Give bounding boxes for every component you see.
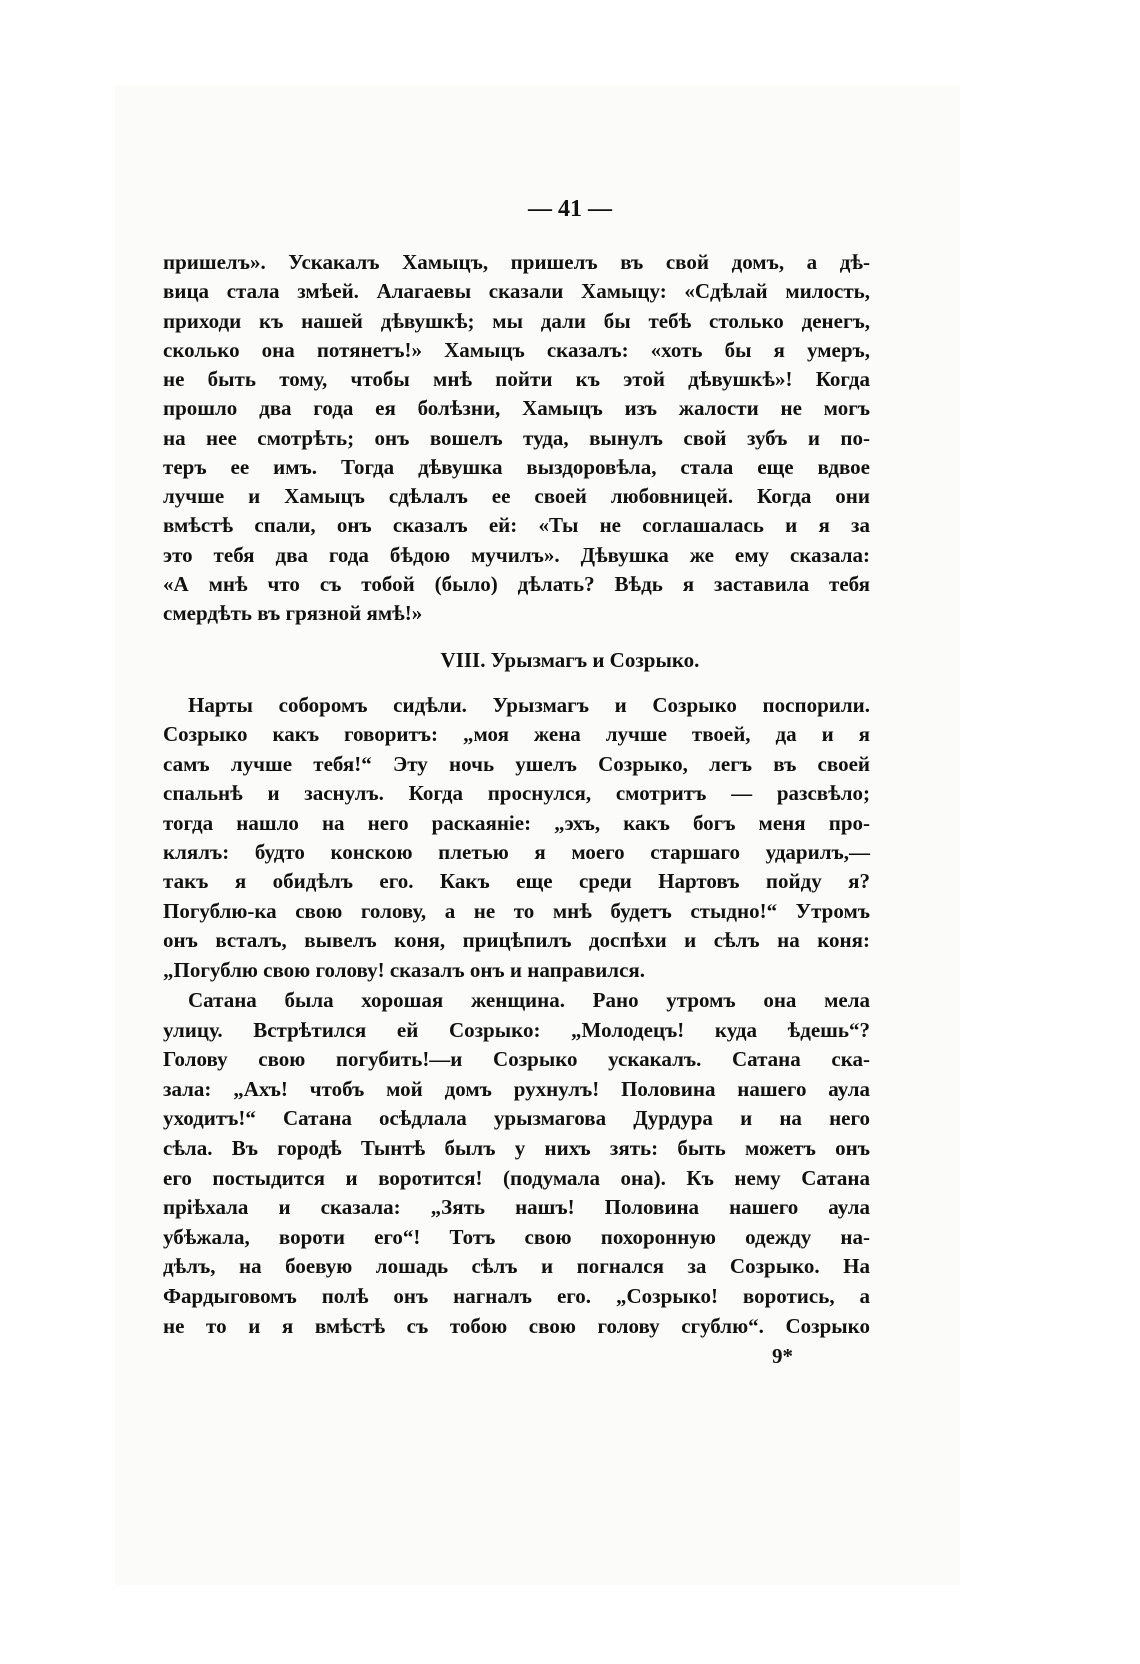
text-line: на нее смотрѣть; онъ вошелъ туда, вынулъ свой зубъ и по- [163, 425, 870, 450]
text-line: прошло два года ея болѣзни, Хамыцъ изъ жалости не могъ [163, 396, 870, 421]
signature-mark: 9* [772, 1344, 793, 1368]
text-line: самъ лучше тебя!“ Эту ночь ушелъ Созрыко, легъ въ своей [163, 751, 870, 776]
text-line: „Погублю свою голову! сказалъ онъ и направился. [163, 957, 646, 982]
text-line: зала: „Ахъ! чтобъ мой домъ рухнулъ! Половина нашего аула [163, 1076, 870, 1101]
section-heading: VIII. Урызмагъ и Созрыко. [440, 648, 700, 672]
text-line: такъ я обидѣлъ его. Какъ еще среди Нартовъ пойду я? [163, 869, 870, 894]
text-line: Погублю-ка свою голову, а не то мнѣ будетъ стыдно!“ Утромъ [163, 898, 870, 923]
text-line: Сатана была хорошая женщина. Рано утромъ она мела [188, 988, 870, 1012]
text-line: тогда нашло на него раскаяніе: „эхъ, какъ богъ меня про- [163, 810, 870, 835]
text-line: теръ ее имъ. Тогда дѣвушка выздоровѣла, стала еще вдвое [163, 454, 870, 479]
text-line: пришелъ». Ускакалъ Хамыцъ, пришелъ въ свой домъ, а дѣ- [163, 250, 870, 274]
text-line: убѣжала, вороти его“! Тотъ свою похоронную одежду на- [163, 1224, 870, 1249]
text-line: не быть тому, чтобы мнѣ пойти къ этой дѣвушкѣ»! Когда [163, 367, 870, 391]
text-line: Созрыко какъ говоритъ: „моя жена лучше твоей, да и я [163, 722, 870, 747]
text-line: смердѣть въ грязной ямѣ!» [163, 601, 423, 625]
text-line: сѣла. Въ городѣ Тынтѣ былъ у нихъ зять: быть можетъ онъ [163, 1136, 870, 1160]
text-line: не то и я вмѣстѣ съ тобою свою голову сгублю“. Созрыко [163, 1313, 870, 1338]
text-line: Фардыговомъ полѣ онъ нагналъ его. „Созрыко! воротись, а [163, 1284, 870, 1308]
text-line: онъ всталъ, вывелъ коня, прицѣпилъ доспѣхи и сѣлъ на коня: [163, 928, 870, 953]
text-line: это тебя два года бѣдою мучилъ». Дѣвушка же ему сказала: [163, 542, 870, 567]
text-line: Голову свою погубить!—и Созрыко ускакалъ. Сатана ска- [163, 1047, 870, 1072]
text-line: пріѣхала и сказала: „Зять нашъ! Половина нашего аула [163, 1195, 870, 1220]
text-line: его постыдится и воротится! (подумала она). Къ нему Сатана [163, 1165, 870, 1190]
text-line: сколько она потянетъ!» Хамыцъ сказалъ: «хоть бы я умеръ, [163, 337, 870, 362]
text-line: вица стала змѣей. Алагаевы сказали Хамыцу: «Сдѣлай милость, [163, 279, 870, 304]
text-line: дѣлъ, на боевую лошадь сѣлъ и погнался за Созрыко. На [163, 1254, 870, 1279]
text-line: Нарты соборомъ сидѣли. Урызмагъ и Созрыко поспорили. [188, 693, 870, 717]
text-line: уходитъ!“ Сатана осѣдлала урызмагова Дурдура и на него [163, 1106, 870, 1131]
text-line: спальнѣ и заснулъ. Когда проснулся, смотритъ — разсвѣло; [163, 781, 870, 806]
page-number: — 41 — [528, 196, 612, 222]
text-line: вмѣстѣ спали, онъ сказалъ ей: «Ты не соглашалась и я за [163, 513, 870, 538]
text-line: приходи къ нашей дѣвушкѣ; мы дали бы тебѣ столько денегъ, [163, 308, 870, 333]
text-line: улицу. Встрѣтился ей Созрыко: „Молодецъ! куда ѣдешь“? [163, 1017, 870, 1042]
text-line: «А мнѣ что съ тобой (было) дѣлать? Вѣдь я заставила тебя [163, 571, 870, 596]
text-line: клялъ: будто конскою плетью я моего старшаго ударилъ,— [163, 840, 870, 864]
text-line: лучше и Хамыцъ сдѣлалъ ее своей любовницей. Когда они [163, 484, 870, 508]
